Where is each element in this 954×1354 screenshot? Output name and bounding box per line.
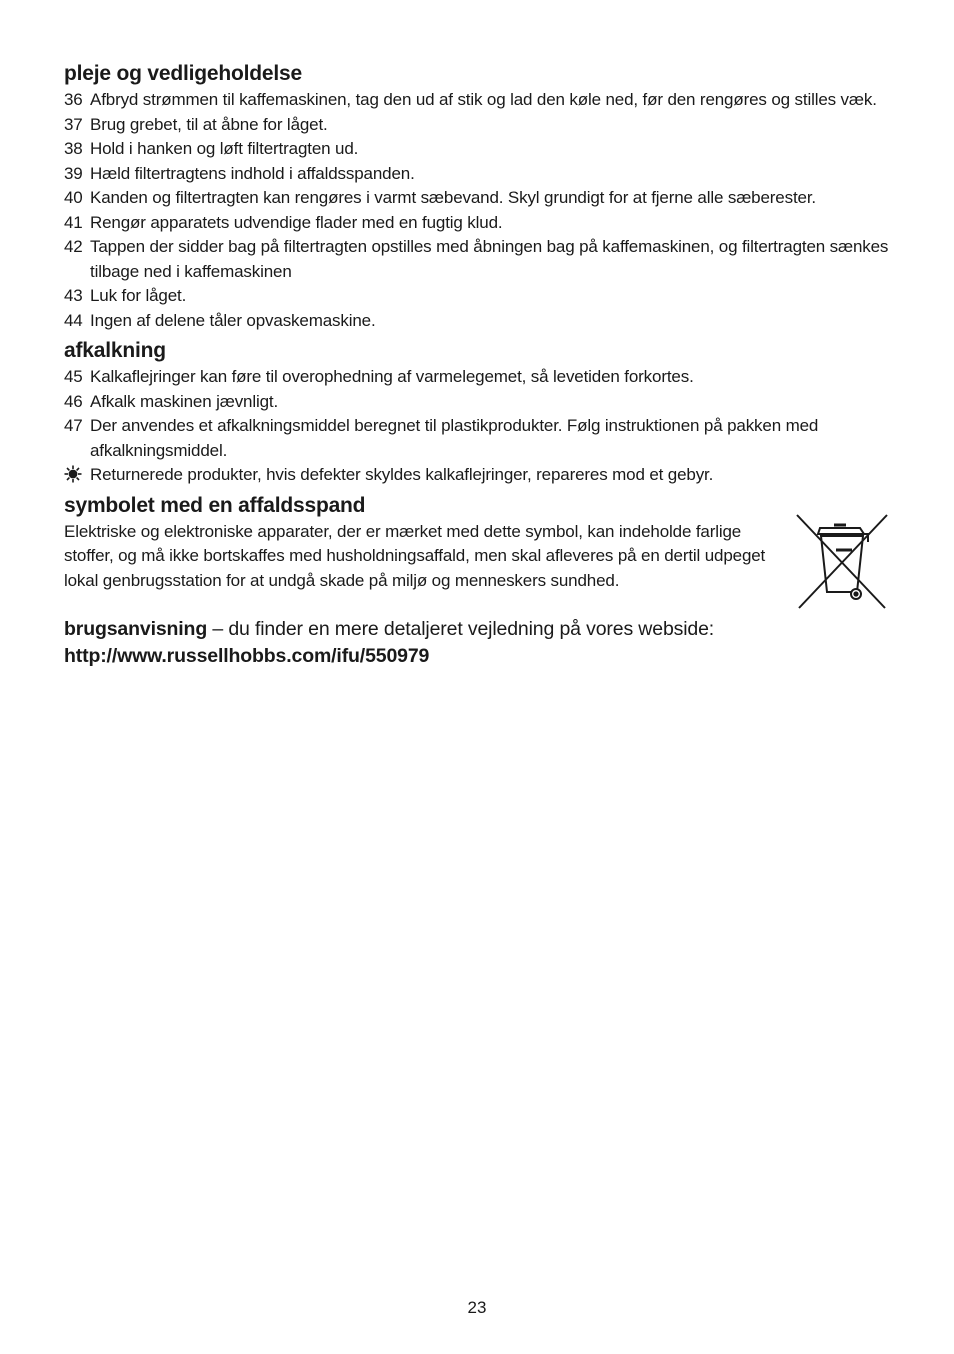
manual-line (64, 616, 894, 643)
descaling-list (64, 365, 894, 488)
list-item: 36 Afbryd strømmen til kaffemaskinen, tag den ud af stik og lad den køle ned, før den rengøres og stilles væk. (64, 90, 877, 109)
list-item: 45 Kalkaflejringer kan føre til overophedning af varmelegemet, så levetiden forkortes. (64, 367, 694, 386)
descaling-heading: afkalkning (64, 339, 166, 362)
care-heading: pleje og vedligeholdelse (64, 62, 302, 85)
list-item: 39 Hæld filtertragtens indhold i affaldsspanden. (64, 163, 415, 183)
list-item: 44 Ingen af delene tåler opvaskemaskine. (64, 310, 376, 330)
waste-text: Elektriske og elektroniske apparater, der er mærket med dette symbol, kan indeholde farlige stoffer, og må ikke bortskaffes med husholdningsaffald, men skal afleveres på en dertil udpeget lokal genbrugsstation for at undgå skade på miljø og menneskers sundhed. (64, 521, 766, 590)
list-item: 38 Hold i hanken og løft filtertragten ud. (64, 139, 359, 158)
page-number: 23 (467, 1298, 487, 1317)
list-item: 47 Der anvendes et afkalkningsmiddel beregnet til plastikprodukter. Følg instruktionen på pakken med afkalkningsmiddel. (64, 416, 819, 460)
manual-url-link[interactable]: http://www.russellhobbs.com/ifu/550979 (64, 644, 430, 667)
list-item: 43 Luk for låget. (64, 286, 187, 305)
manual-text: – du finder en mere detaljeret vejledning på vores webside: (207, 617, 715, 640)
list-item: 40 Kanden og filtertragten kan rengøres i varmt sæbevand. Skyl grundigt for at fjerne alle sæberester. (64, 188, 816, 207)
manual-label: brugsanvisning (64, 617, 208, 640)
list-item: 37 Brug grebet, til at åbne for låget. (64, 114, 328, 134)
document-page (64, 60, 894, 670)
descaling-note: Returnerede produkter, hvis defekter skyldes kalkaflejringer, repareres mod et gebyr. (64, 463, 894, 488)
list-item: 41 Rengør apparatets udvendige flader med en fugtig klud. (64, 212, 503, 232)
waste-heading: symbolet med en affaldsspand (64, 493, 366, 517)
sun-icon (64, 465, 82, 483)
waste-block (64, 520, 894, 610)
list-item: 42 Tappen der sidder bag på filtertragten opstilles med åbningen bag på kaffemaskinen, og filtertragten sænkes tilbage ned i kaffemaskinen (64, 237, 889, 281)
list-item: 46 Afkalk maskinen jævnligt. (64, 391, 279, 411)
care-list (64, 88, 894, 333)
crossed-out-wheelie-bin-icon (794, 512, 890, 610)
